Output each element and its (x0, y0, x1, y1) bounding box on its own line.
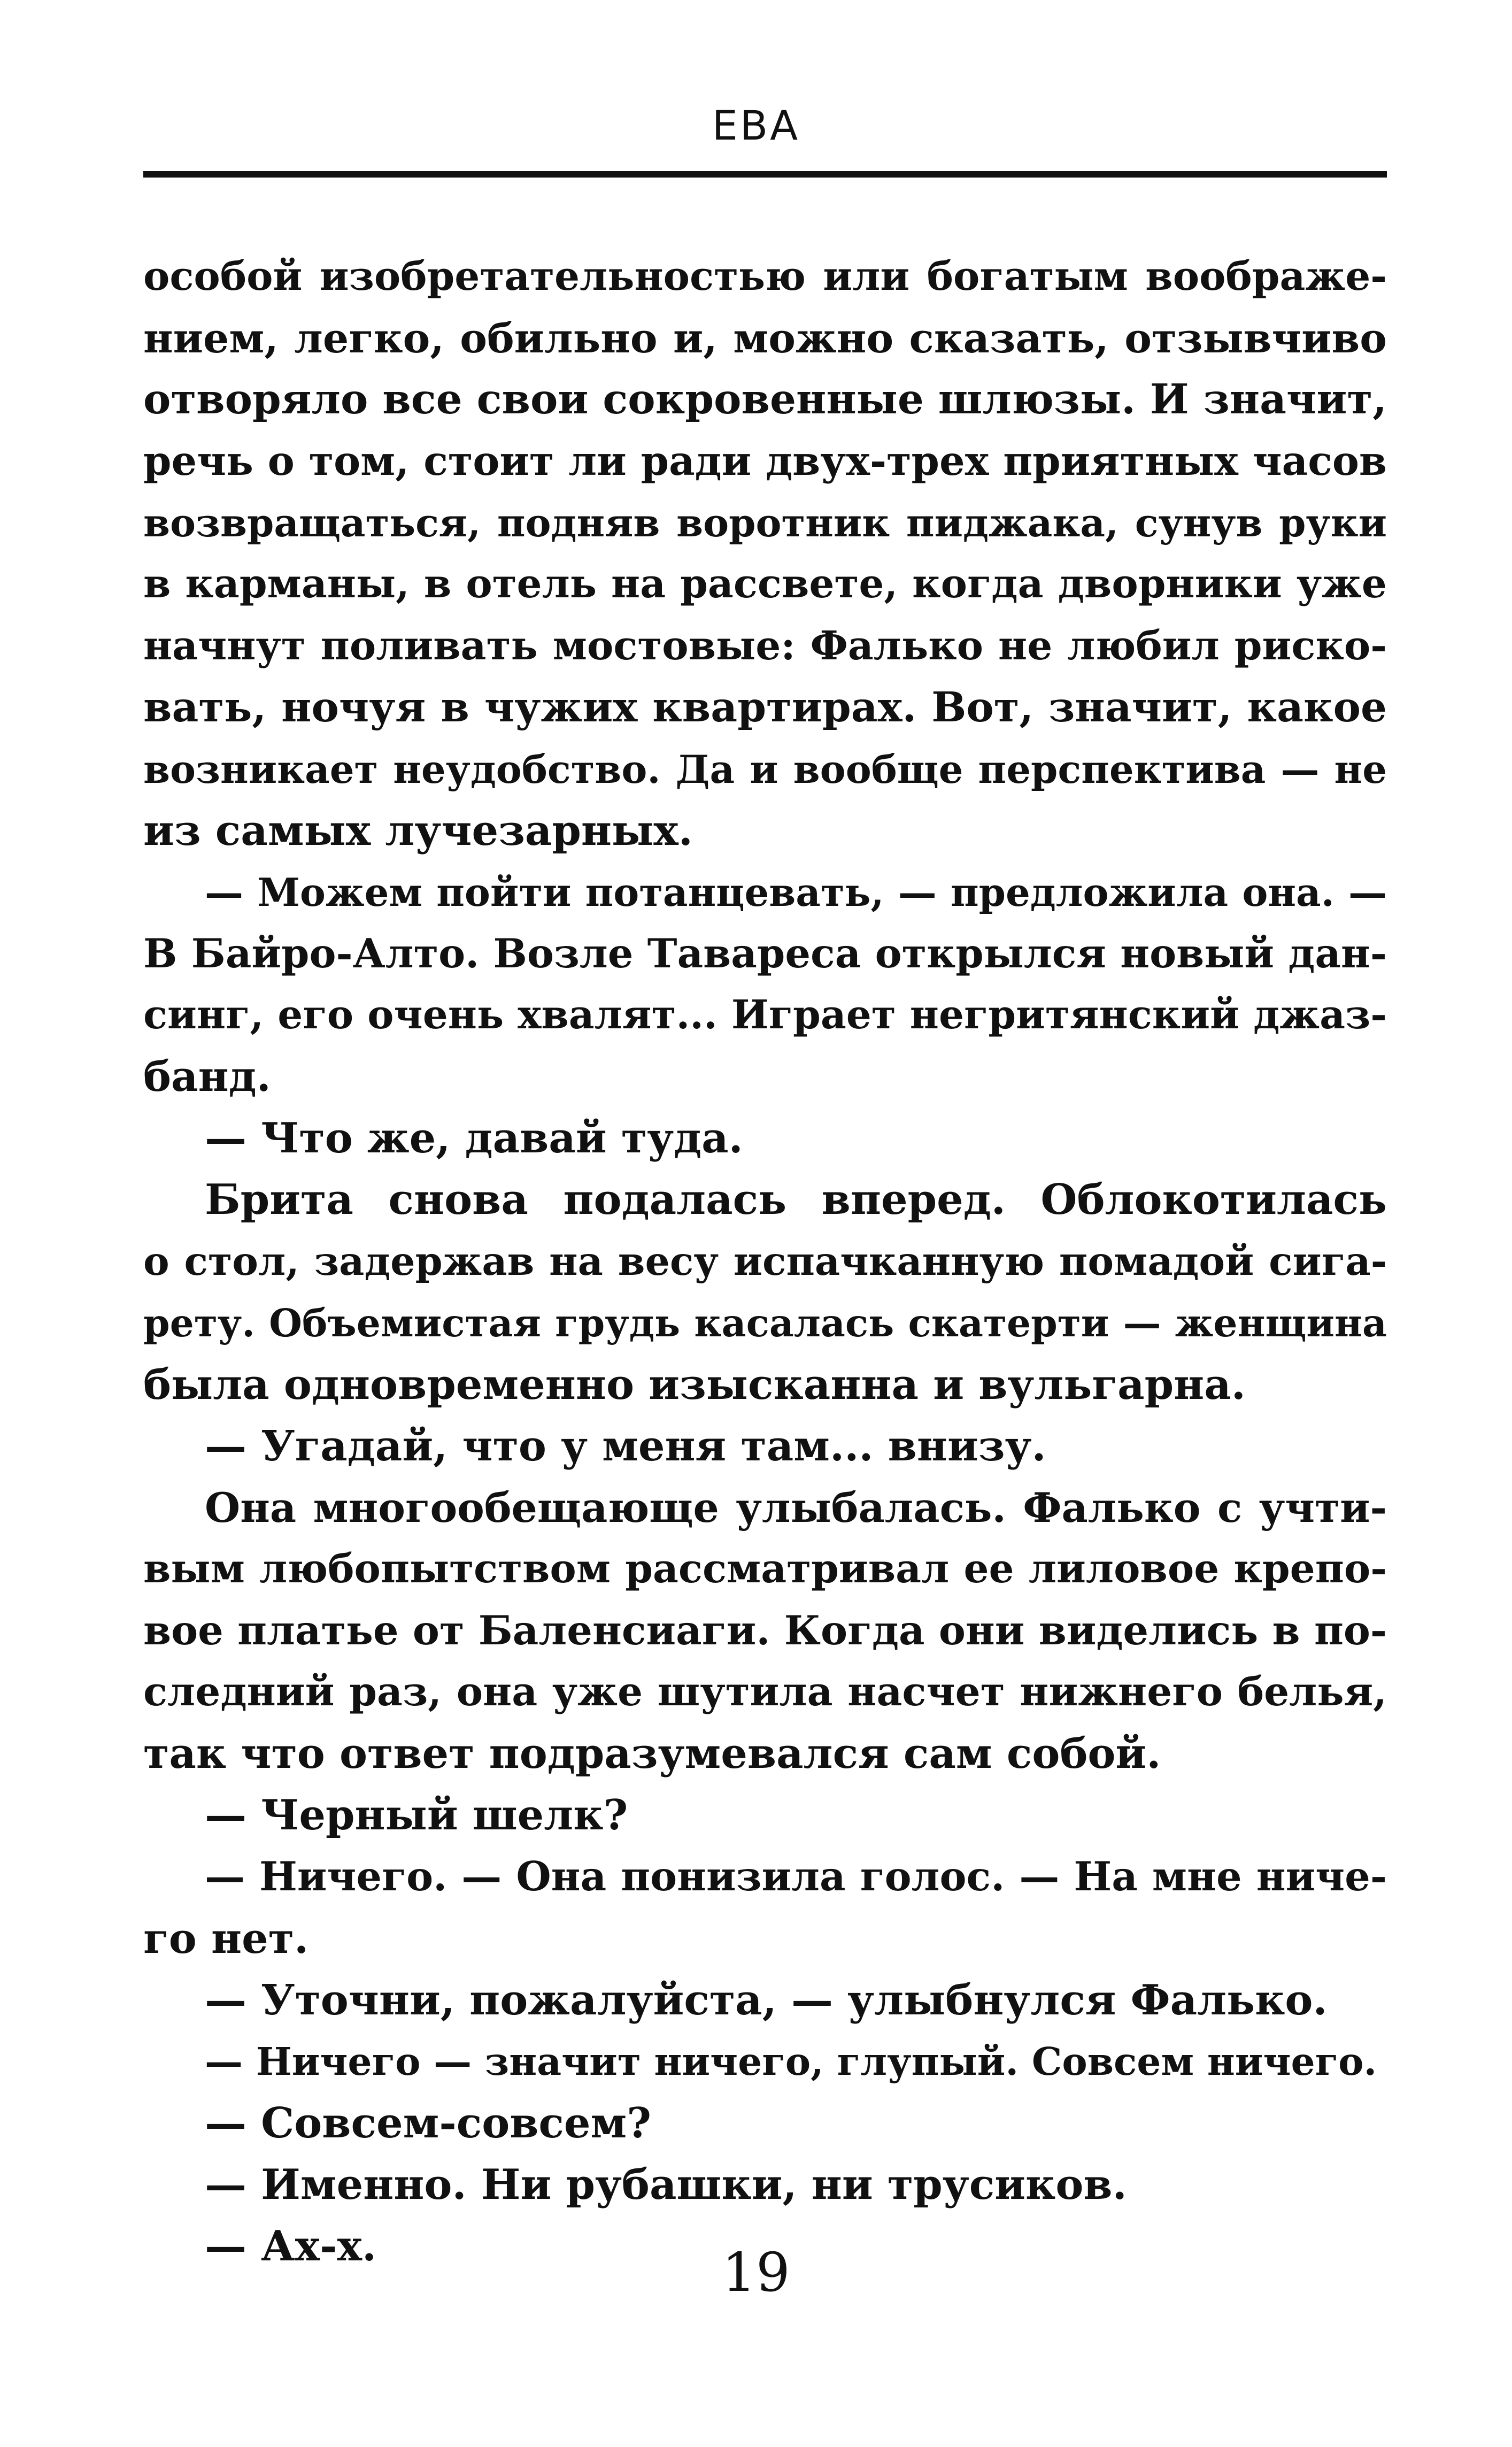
text-line: отворяло все свои сокровенные шлюзы. И значит, (143, 375, 1387, 424)
text-line: нием, легко, обильно и, можно сказать, отзывчиво (143, 314, 1387, 363)
text-line: го нет. (143, 1914, 309, 1963)
page-number: 19 (722, 2241, 790, 2304)
text-line: Брита снова подалась вперед. Облокотилась (205, 1175, 1387, 1225)
text-line: была одновременно изысканна и вульгарна. (143, 1360, 1246, 1409)
text-line: так что ответ подразумевался сам собой. (143, 1729, 1161, 1779)
text-line: вым любопытством рассматривал ее лиловое крепо- (143, 1545, 1387, 1592)
text-line: вое платье от Баленсиаги. Когда они виделись в по- (143, 1607, 1387, 1655)
text-line: — Уточни, пожалуйста, — улыбнулся Фалько. (205, 1975, 1328, 2025)
text-line: следний раз, она уже шутила насчет нижнего белья, (143, 1669, 1387, 1715)
text-line: Она многообещающе улыбалась. Фалько с учти- (205, 1483, 1387, 1532)
text-line: — Угадай, что у меня там... внизу. (205, 1421, 1046, 1471)
text-line: — Совсем-совсем? (205, 2098, 651, 2148)
text-line: особой изобретательностью или богатым воображе- (143, 253, 1387, 299)
text-line: — Ничего — значит ничего, глупый. Совсем ничего. (205, 2038, 1377, 2084)
text-line: в карманы, в отель на рассвете, когда дворники уже (143, 561, 1387, 607)
text-line: — Можем пойти потанцевать, — предложила она. — (205, 869, 1387, 915)
text-line: рету. Объемистая грудь касалась скатерти — женщина (143, 1300, 1387, 1345)
text-line: вать, ночуя в чужих квартирах. Вот, значит, какое (143, 683, 1387, 732)
text-line: из самых лучезарных. (143, 806, 693, 855)
header-rule (143, 171, 1387, 178)
body-text (143, 246, 1387, 2277)
text-line: — Ах-х. (205, 2222, 377, 2271)
text-line: начнут поливать мостовые: Фалько не любил риско- (143, 622, 1387, 669)
header-title: ЕВА (712, 102, 800, 149)
text-line: синг, его очень хвалят... Играет негритянский джаз- (143, 992, 1387, 1038)
text-line: о стол, задержав на весу испачканную помадой сига- (143, 1238, 1387, 1284)
text-line: — Черный шелк? (205, 1791, 628, 1840)
text-line: возникает неудобство. Да и вообще перспектива — не (143, 746, 1387, 792)
text-line: возвращаться, подняв воротник пиджака, сунув руки (143, 500, 1387, 546)
text-line: В Байро-Алто. Возле Тавареса открылся новый дан- (143, 930, 1387, 978)
text-line: — Что же, давай туда. (205, 1114, 743, 1163)
text-line: речь о том, стоит ли ради двух-трех приятных часов (143, 437, 1387, 485)
text-line: банд. (143, 1052, 271, 1102)
text-line: — Именно. Ни рубашки, ни трусиков. (205, 2160, 1127, 2209)
text-line: — Ничего. — Она понизила голос. — На мне ниче- (205, 1853, 1387, 1900)
